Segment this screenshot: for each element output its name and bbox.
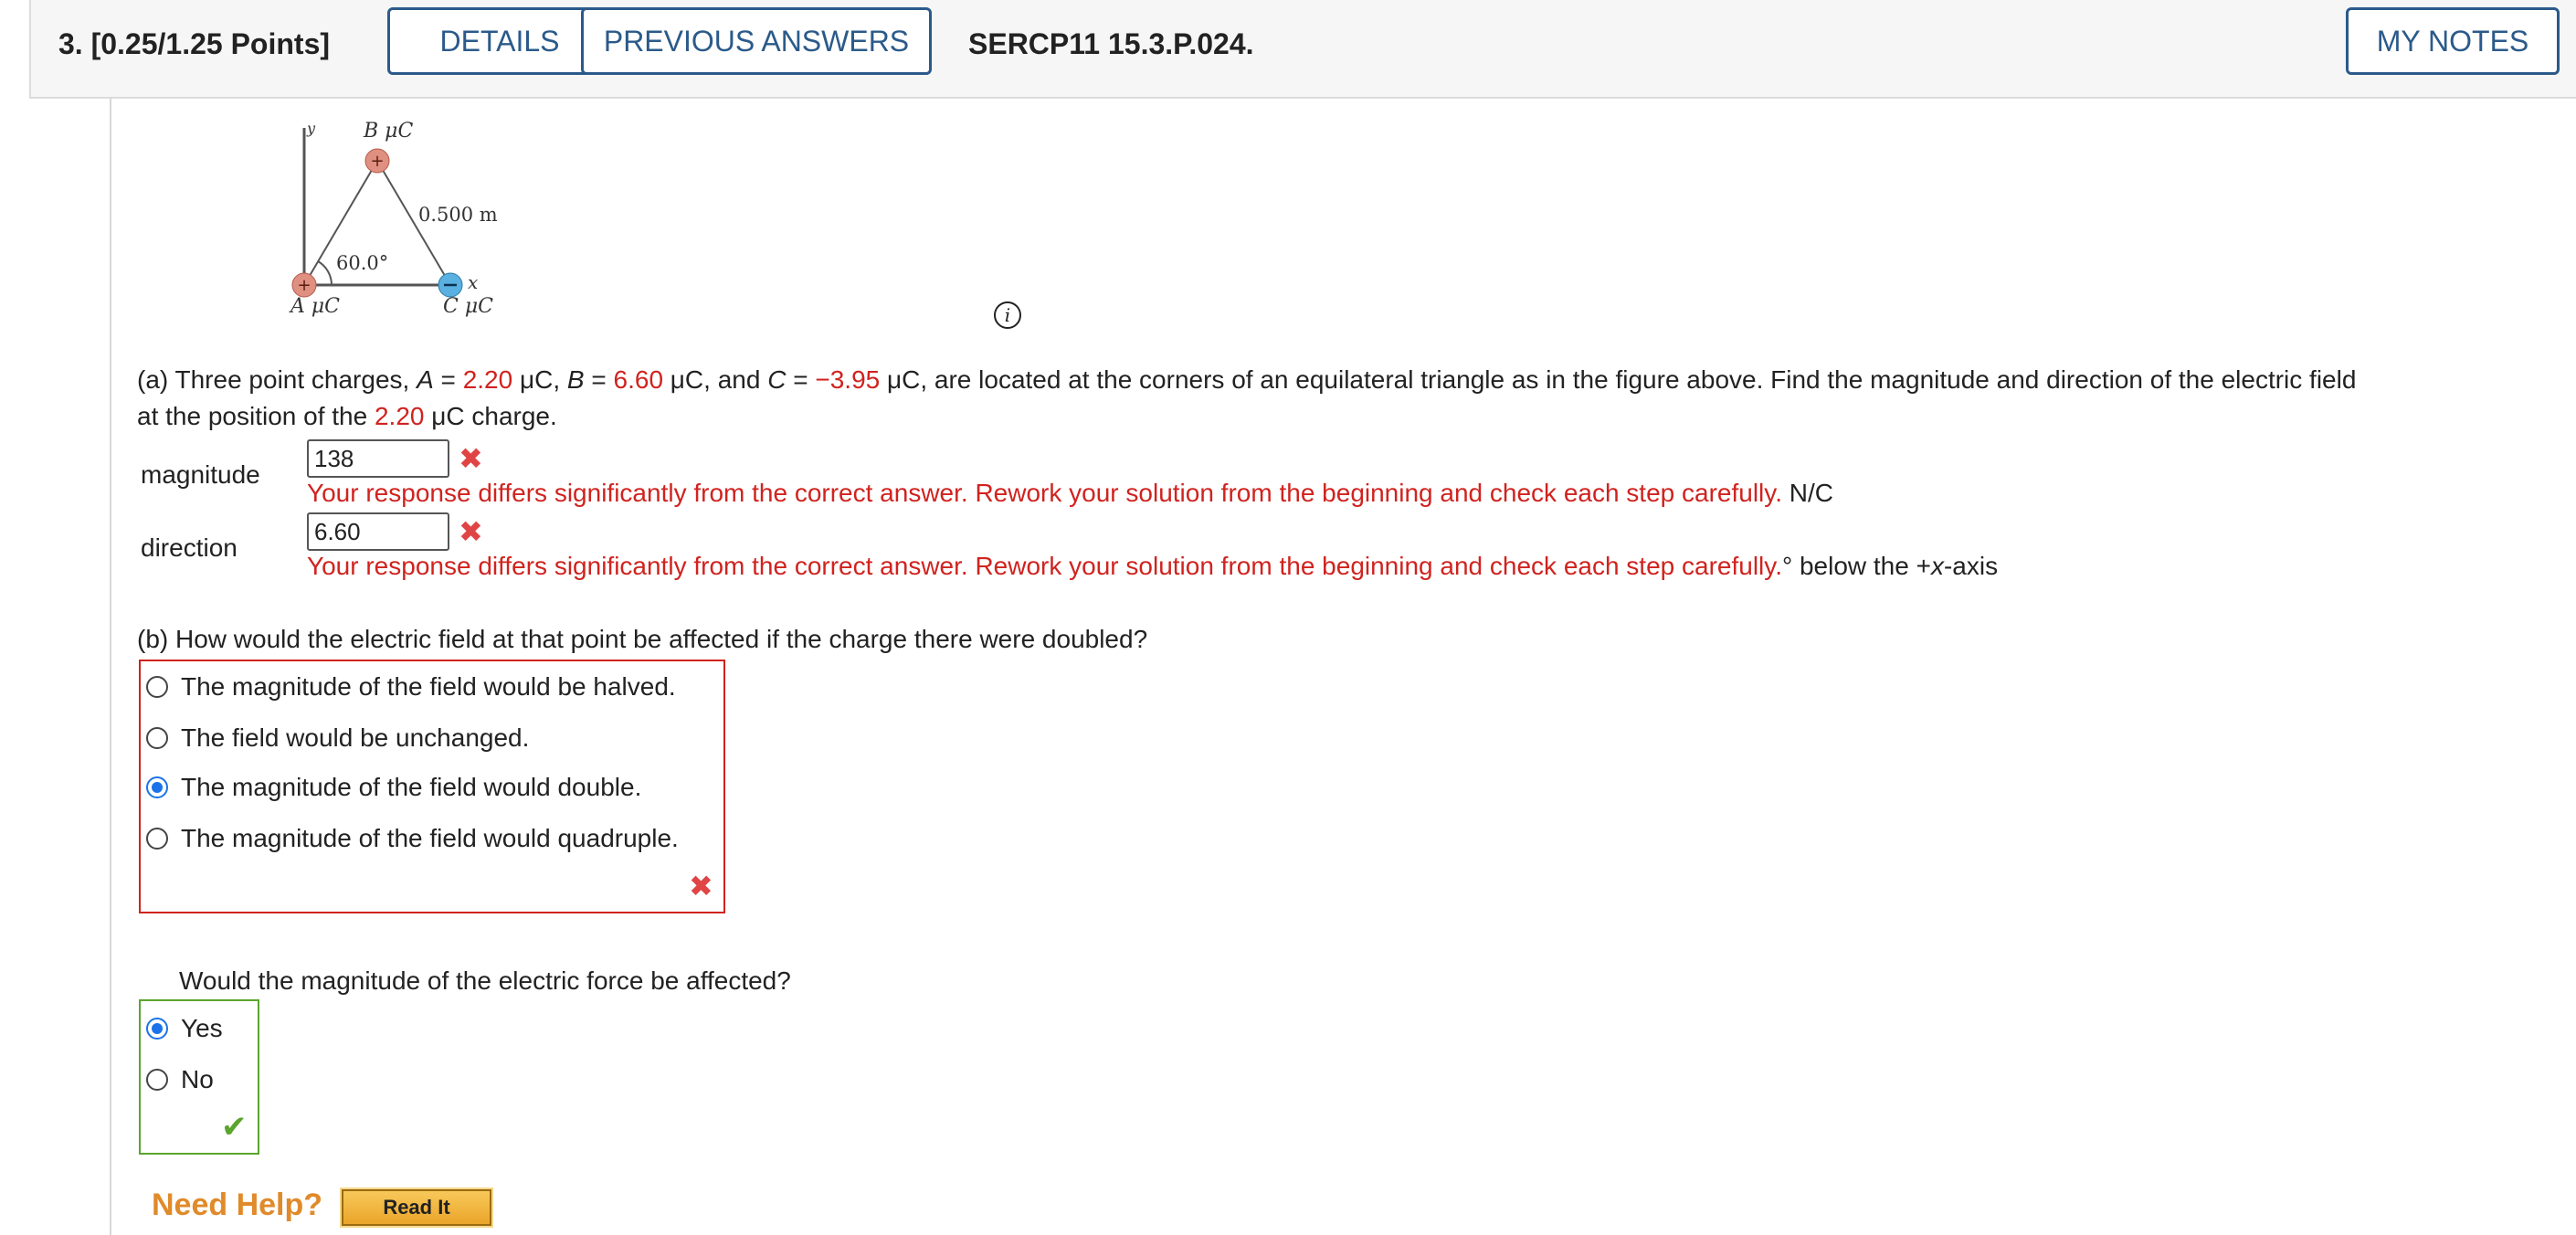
question-points: [0.25/1.25 Points] bbox=[90, 27, 331, 60]
problem-code: SERCP11 15.3.P.024. bbox=[968, 27, 1254, 60]
direction-input[interactable] bbox=[307, 512, 449, 551]
svg-text:+: + bbox=[370, 152, 385, 171]
need-help-label: Need Help? bbox=[152, 1188, 323, 1222]
direction-feedback: Your response differs significantly from the correct answer. Rework your solution from the beginning and check each step carefully. bbox=[307, 552, 1782, 580]
radio-button[interactable] bbox=[146, 828, 168, 850]
charge-c-value: −3.95 bbox=[815, 365, 881, 394]
content-left-border bbox=[110, 97, 111, 1235]
angle-arc bbox=[318, 261, 332, 285]
option-yes[interactable]: Yes bbox=[146, 1014, 223, 1043]
force-options-box bbox=[139, 999, 259, 1155]
force-question: Would the magnitude of the electric force be affected? bbox=[179, 966, 791, 995]
question-header bbox=[29, 0, 2576, 99]
option-quadruple[interactable]: The magnitude of the field would quadruple. bbox=[146, 824, 679, 853]
read-it-button[interactable]: Read It bbox=[342, 1189, 491, 1226]
magnitude-input[interactable] bbox=[307, 439, 449, 478]
a-charge-label: A μC bbox=[290, 295, 341, 318]
charge-a-value: 2.20 bbox=[462, 365, 513, 394]
part-b-options-box bbox=[139, 660, 725, 913]
magnitude-label: magnitude bbox=[141, 460, 260, 489]
x-axis-label: x bbox=[468, 271, 479, 293]
triangle-charge-figure bbox=[274, 110, 530, 329]
charge-b-value: 6.60 bbox=[613, 365, 664, 394]
radio-button-selected[interactable] bbox=[146, 1018, 168, 1040]
option-halved[interactable]: The magnitude of the field would be halved. bbox=[146, 672, 676, 702]
side-length-label: 0.500 m bbox=[418, 204, 498, 226]
part-b-question: (b) How would the electric field at that point be affected if the charge there were doubled? bbox=[137, 625, 1148, 653]
target-charge-value: 2.20 bbox=[374, 402, 425, 430]
radio-button-selected[interactable] bbox=[146, 776, 168, 798]
incorrect-icon: ✖ bbox=[459, 515, 483, 548]
b-charge-label: B μC bbox=[364, 120, 414, 142]
question-number-and-points bbox=[58, 27, 330, 61]
details-button[interactable]: DETAILS bbox=[387, 7, 612, 75]
direction-feedback-line: Your response differs significantly from the correct answer. Rework your solution from the beginning and check each step carefully.° below the +x-axis bbox=[307, 552, 1999, 580]
radio-button[interactable] bbox=[146, 1069, 168, 1091]
option-no[interactable]: No bbox=[146, 1065, 214, 1094]
option-double[interactable]: The magnitude of the field would double. bbox=[146, 773, 641, 802]
svg-text:+: + bbox=[297, 276, 311, 295]
incorrect-icon: ✖ bbox=[689, 870, 713, 902]
option-unchanged[interactable]: The field would be unchanged. bbox=[146, 723, 529, 753]
c-charge-label: C μC bbox=[443, 295, 493, 318]
incorrect-icon: ✖ bbox=[459, 442, 483, 475]
direction-label: direction bbox=[141, 533, 238, 562]
radio-button[interactable] bbox=[146, 676, 168, 698]
magnitude-feedback: Your response differs significantly from the correct answer. Rework your solution from the beginning and check each step carefully. bbox=[307, 479, 1782, 507]
question-number: 3. bbox=[58, 27, 83, 60]
correct-check-icon: ✔ bbox=[221, 1110, 248, 1145]
magnitude-unit: N/C bbox=[1781, 479, 1833, 507]
magnitude-feedback-line bbox=[307, 479, 1833, 508]
angle-label: 60.0° bbox=[336, 252, 389, 274]
y-axis-label: y bbox=[307, 120, 316, 137]
previous-answers-button[interactable]: PREVIOUS ANSWERS bbox=[581, 7, 932, 75]
info-icon[interactable]: i bbox=[994, 301, 1021, 329]
my-notes-button[interactable]: MY NOTES bbox=[2346, 7, 2560, 75]
radio-button[interactable] bbox=[146, 727, 168, 749]
part-a-question: (a) Three point charges, A = 2.20 μC, B = 6.60 μC, and C = −3.95 μC, are located at the corners of an equilateral triangle as in the figure above. Find the magnitude and direction of the electric field at the position of the 2.20 μC charge. bbox=[137, 365, 2357, 430]
